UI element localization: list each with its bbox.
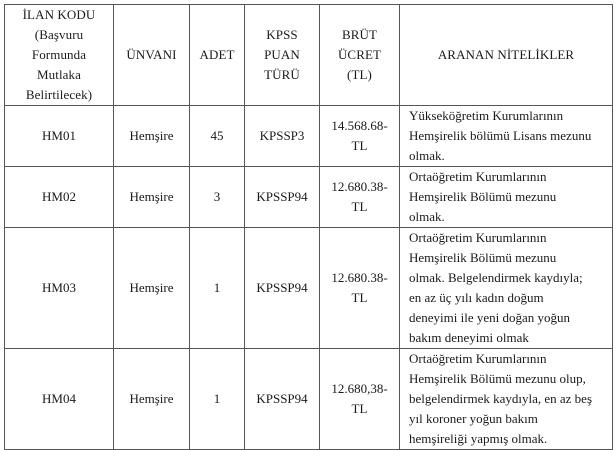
ucret-amount: 12.680.38- — [331, 270, 388, 285]
cell-ilan-kodu: HM04 — [5, 349, 114, 450]
header-aranan-nitelikler: ARANAN NİTELİKLER — [400, 5, 613, 106]
cell-unvani: Hemşire — [114, 228, 190, 349]
nitelik-line: Ortaöğretim Kurumlarının — [409, 351, 547, 366]
ucret-amount: 12.680,38- — [331, 381, 388, 396]
nitelik-line: Hemşirelik bölümü Lisans mezunu — [409, 128, 592, 143]
nitelik-line: Ortaöğretim Kurumlarının — [409, 169, 547, 184]
job-listing-table — [4, 4, 613, 450]
ucret-currency: TL — [351, 401, 368, 416]
nitelik-line: bakım deneyimi olmak — [409, 330, 529, 345]
header-kpss-line: TÜRÜ — [264, 67, 300, 82]
header-brut-ucret — [320, 5, 400, 106]
nitelik-line: Yükseköğretim Kurumlarının — [409, 108, 564, 123]
header-ilan-kodu-line: Belirtilecek) — [25, 87, 93, 102]
nitelik-line: olmak. Belgelendirmek kaydıyla; — [409, 270, 583, 285]
header-kpss-puan-turu — [245, 5, 320, 106]
cell-adet: 1 — [190, 349, 245, 450]
header-brut-line: BRÜT — [341, 27, 378, 42]
table-row — [5, 228, 613, 349]
header-unvani: ÜNVANI — [114, 5, 190, 106]
header-brut-line: ÜCRET — [337, 47, 382, 62]
nitelik-line: Ortaöğretim Kurumlarının — [409, 230, 547, 245]
cell-nitelikler — [400, 228, 613, 349]
nitelik-line: Hemşirelik Bölümü mezunu — [409, 250, 557, 265]
ucret-currency: TL — [351, 290, 368, 305]
cell-kpss: KPSSP94 — [245, 228, 320, 349]
header-ilan-kodu-line: Formunda — [31, 47, 87, 62]
cell-ilan-kodu: HM03 — [5, 228, 114, 349]
cell-unvani: Hemşire — [114, 167, 190, 228]
cell-adet: 3 — [190, 167, 245, 228]
cell-nitelikler — [400, 349, 613, 450]
header-brut-line: (TL) — [347, 67, 372, 82]
cell-ucret — [320, 106, 400, 167]
nitelik-line: Hemşirelik Bölümü mezunu olup, — [409, 371, 586, 386]
nitelik-line: hemşireliği yapmış olmak. — [409, 431, 548, 446]
ucret-amount: 14.568.68- — [331, 118, 388, 133]
cell-kpss: KPSSP94 — [245, 167, 320, 228]
ucret-currency: TL — [351, 138, 368, 153]
cell-nitelikler — [400, 106, 613, 167]
header-ilan-kodu — [5, 5, 114, 106]
cell-kpss: KPSSP94 — [245, 349, 320, 450]
nitelik-line: en az üç yılı kadın doğum — [409, 290, 544, 305]
cell-adet: 45 — [190, 106, 245, 167]
cell-kpss: KPSSP3 — [245, 106, 320, 167]
cell-nitelikler — [400, 167, 613, 228]
cell-ucret — [320, 349, 400, 450]
header-kpss-line: KPSS — [266, 27, 298, 42]
table-row — [5, 167, 613, 228]
ucret-amount: 12.680.38- — [331, 179, 388, 194]
header-ilan-kodu-line: İLAN KODU — [22, 7, 96, 22]
cell-ilan-kodu: HM02 — [5, 167, 114, 228]
cell-adet: 1 — [190, 228, 245, 349]
header-adet: ADET — [190, 5, 245, 106]
header-ilan-kodu-line: Mutlaka — [36, 67, 82, 82]
header-row — [5, 5, 613, 106]
nitelik-line: Hemşirelik Bölümü mezunu — [409, 189, 557, 204]
header-kpss-line: PUAN — [264, 47, 300, 62]
table-row — [5, 106, 613, 167]
table-row — [5, 349, 613, 450]
nitelik-line: belgelendirmek kaydıyla, en az beş — [409, 391, 593, 406]
cell-ucret — [320, 228, 400, 349]
ucret-currency: TL — [351, 199, 368, 214]
header-ilan-kodu-line: (Başvuru — [34, 27, 84, 42]
cell-ucret — [320, 167, 400, 228]
job-listing-table-container — [4, 4, 613, 450]
cell-ilan-kodu: HM01 — [5, 106, 114, 167]
nitelik-line: deneyimi ile yeni doğan yoğun — [409, 310, 571, 325]
cell-unvani: Hemşire — [114, 106, 190, 167]
cell-unvani: Hemşire — [114, 349, 190, 450]
nitelik-line: olmak. — [409, 148, 445, 163]
nitelik-line: olmak. — [409, 209, 445, 224]
nitelik-line: yıl koroner yoğun bakım — [409, 411, 538, 426]
